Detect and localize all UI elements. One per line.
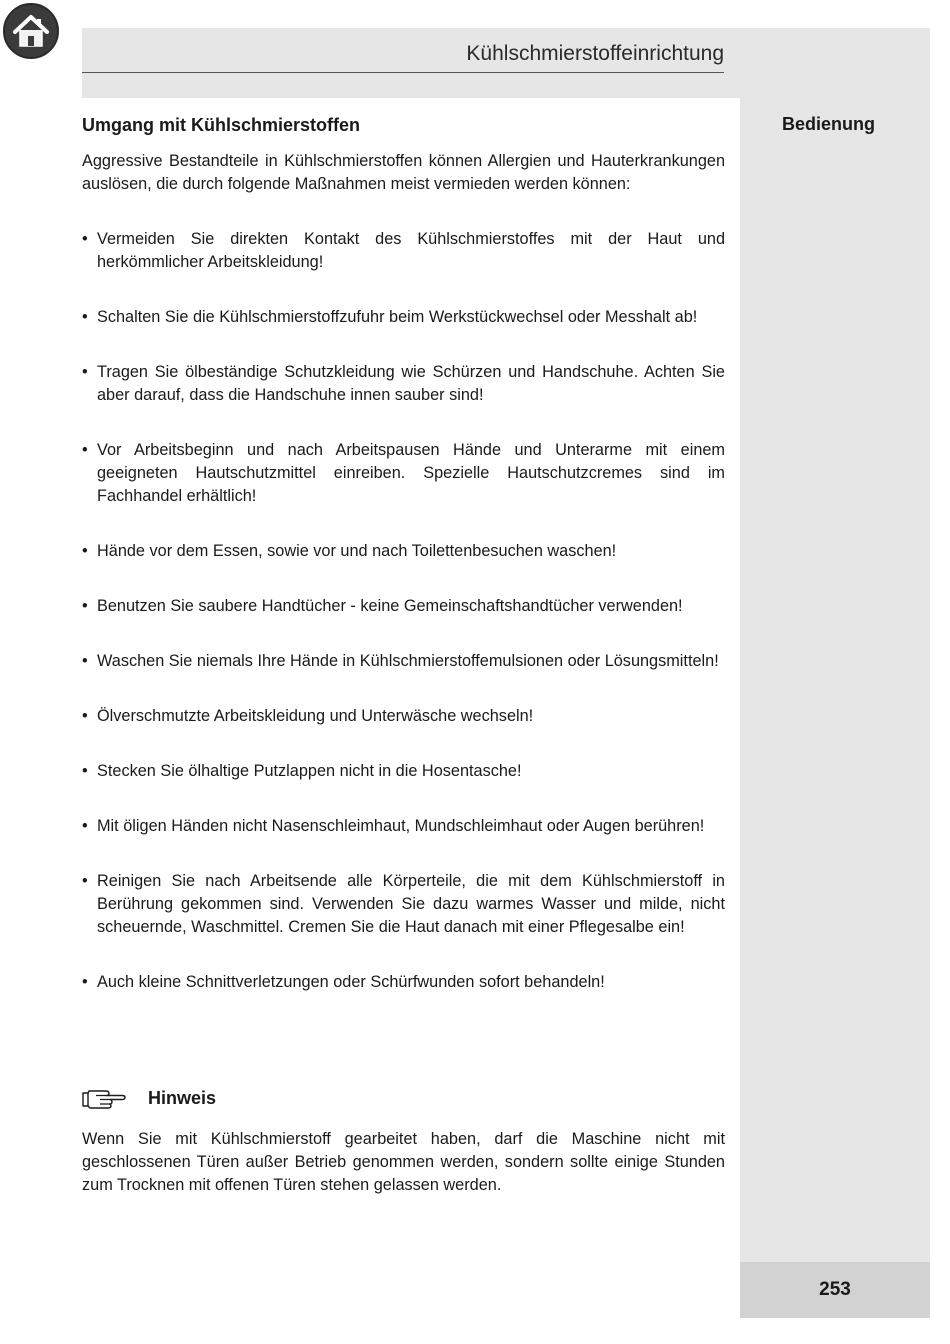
list-item: • Benutzen Sie saubere Handtücher - keine Gemeinschaftshandtücher verwenden! [82, 595, 725, 618]
section-title: Umgang mit Kühlschmierstoffen [82, 115, 361, 135]
header-title: Kühlschmierstoffeinrichtung [466, 42, 724, 65]
section-label: Bedienung [782, 114, 875, 134]
note-header [82, 1084, 216, 1112]
pointing-hand-icon [82, 1087, 126, 1109]
note-text: Wenn Sie mit Kühlschmierstoff gearbeitet haben, darf die Maschine nicht mit geschlossenen Türen außer Betrieb genommen werden, sondern sollte einige Stunden zum Trocknen mit offenen Türen stehen gelassen werden. [82, 1130, 725, 1194]
note-title: Hinweis [148, 1087, 217, 1108]
page-number: 253 [819, 1279, 851, 1300]
header-divider [82, 72, 724, 73]
list-item: • Vor Arbeitsbeginn und nach Arbeitspausen Hände und Unterarme mit einem geeigneten Hautschutzmittel einreiben. Spezielle Hautschutzcremes sind im Fachhandel erhältlich! [82, 439, 725, 508]
list-item: • Vermeiden Sie direkten Kontakt des Kühlschmierstoffes mit der Haut und herkömmlicher Arbeitskleidung! [82, 228, 725, 274]
list-item: • Auch kleine Schnittverletzungen oder Schürfwunden sofort behandeln! [82, 971, 725, 994]
main-content [82, 114, 725, 1026]
list-item: • Tragen Sie ölbeständige Schutzkleidung wie Schürzen und Handschuhe. Achten Sie aber darauf, dass die Handschuhe innen sauber sind! [82, 361, 725, 407]
list-item: • Mit öligen Händen nicht Nasenschleimhaut, Mundschleimhaut oder Augen berühren! [82, 815, 725, 838]
list-item: • Hände vor dem Essen, sowie vor und nach Toilettenbesuchen waschen! [82, 540, 725, 563]
intro-paragraph: Aggressive Bestandteile in Kühlschmierstoffen können Allergien und Hauterkrankungen auslösen, die durch folgende Maßnahmen meist vermieden werden können: [82, 152, 725, 193]
sidebar-band [740, 28, 930, 1318]
list-item: • Reinigen Sie nach Arbeitsende alle Körperteile, die mit dem Kühlschmierstoff in Berührung gekommen sind. Verwenden Sie dazu warmes Wasser und milde, nicht scheuernde, Waschmittel. Cremen Sie die Haut danach mit einer Pflegesalbe ein! [82, 870, 725, 939]
list-item: • Ölverschmutzte Arbeitskleidung und Unterwäsche wechseln! [82, 705, 725, 728]
list-item: • Stecken Sie ölhaltige Putzlappen nicht in die Hosentasche! [82, 760, 725, 783]
home-icon [11, 11, 51, 51]
list-item: • Waschen Sie niemals Ihre Hände in Kühlschmierstoffemulsionen oder Lösungsmitteln! [82, 650, 725, 673]
home-button[interactable] [3, 3, 59, 59]
precaution-list [82, 228, 725, 994]
list-item: • Schalten Sie die Kühlschmierstoffzufuhr beim Werkstückwechsel oder Messhalt ab! [82, 306, 725, 329]
